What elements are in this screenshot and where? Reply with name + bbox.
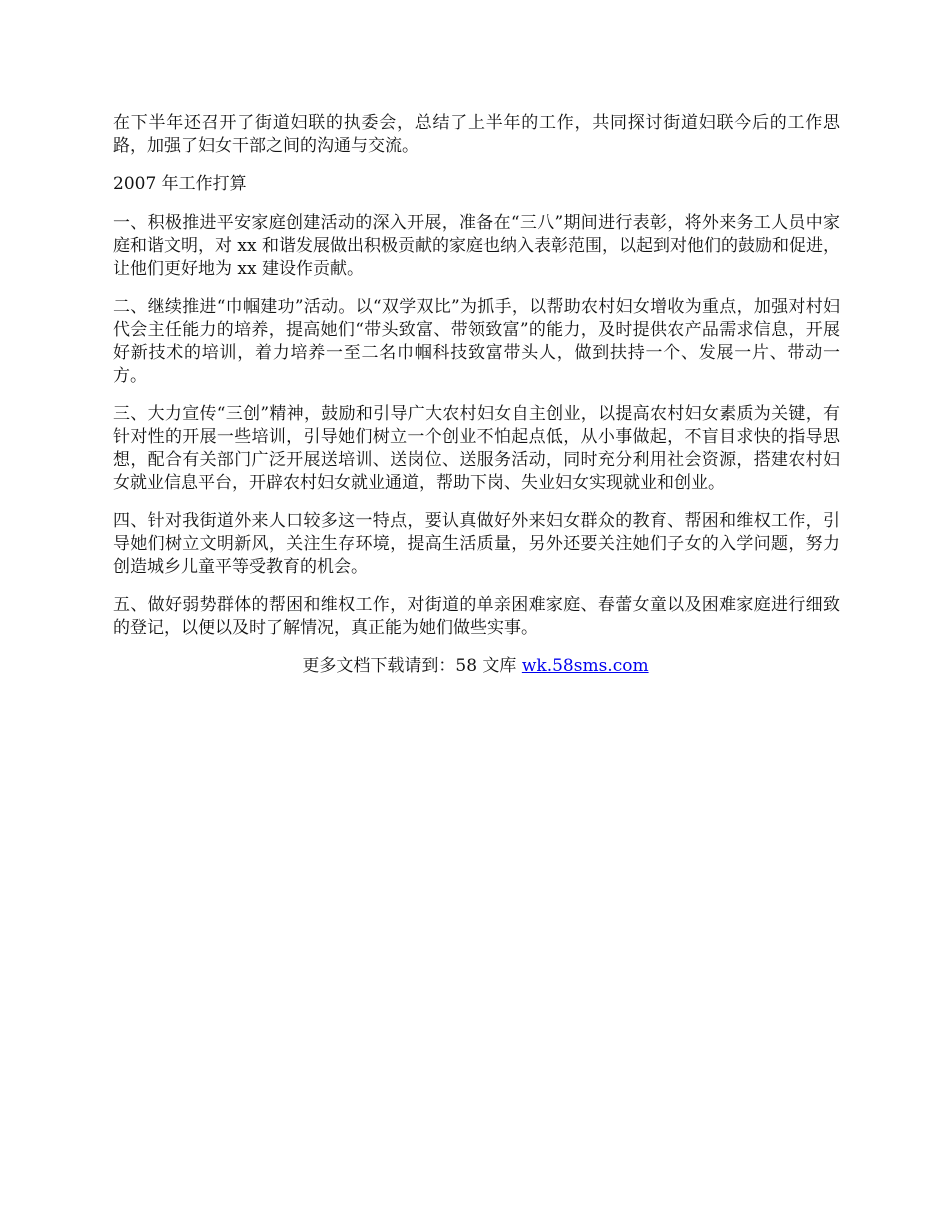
paragraph-item-5: 五、做好弱势群体的帮困和维权工作，对街道的单亲困难家庭、春蕾女童以及困难家庭进行细致的登记，以便以及时了解情况，真正能为她们做些实事。 <box>113 595 840 638</box>
document-body <box>113 112 840 678</box>
download-footer <box>111 655 840 678</box>
paragraph-item-2: 二、继续推进“巾帼建功”活动。以“双学双比”为抓手，以帮助农村妇女增收为重点，加强对村妇代会主任能力的培养，提高她们“带头致富、带领致富”的能力，及时提供农产品需求信息，开展好新技术的培训，着力培养一至二名巾帼科技致富带头人，做到扶持一个、发展一片、带动一方。 <box>113 297 840 386</box>
section-heading: 2007 年工作打算 <box>113 174 247 194</box>
footer-link[interactable]: wk.58sms.com <box>521 656 649 676</box>
footer-text: 更多文档下载请到：58 文库 <box>302 656 522 676</box>
paragraph-item-4: 四、针对我街道外来人口较多这一特点，要认真做好外来妇女群众的教育、帮困和维权工作，引导她们树立文明新风，关注生存环境，提高生活质量，另外还要关注她们子女的入学问题，努力创造城乡儿童平等受教育的机会。 <box>113 511 840 577</box>
paragraph-item-3: 三、大力宣传“三创”精神，鼓励和引导广大农村妇女自主创业，以提高农村妇女素质为关键，有针对性的开展一些培训，引导她们树立一个创业不怕起点低，从小事做起，不盲目求快的指导思想，配合有关部门广泛开展送培训、送岗位、送服务活动，同时充分利用社会资源，搭建农村妇女就业信息平台，开辟农村妇女就业通道，帮助下岗、失业妇女实现就业和创业。 <box>113 404 840 493</box>
paragraph-item-1: 一、积极推进平安家庭创建活动的深入开展，准备在“三八”期间进行表彰，将外来务工人员中家庭和谐文明，对 xx 和谐发展做出积极贡献的家庭也纳入表彰范围，以起到对他们的鼓励和促进，让他们更好地为 xx 建设作贡献。 <box>113 213 840 279</box>
paragraph-intro: 在下半年还召开了街道妇联的执委会，总结了上半年的工作，共同探讨街道妇联今后的工作思路，加强了妇女干部之间的沟通与交流。 <box>113 113 840 156</box>
